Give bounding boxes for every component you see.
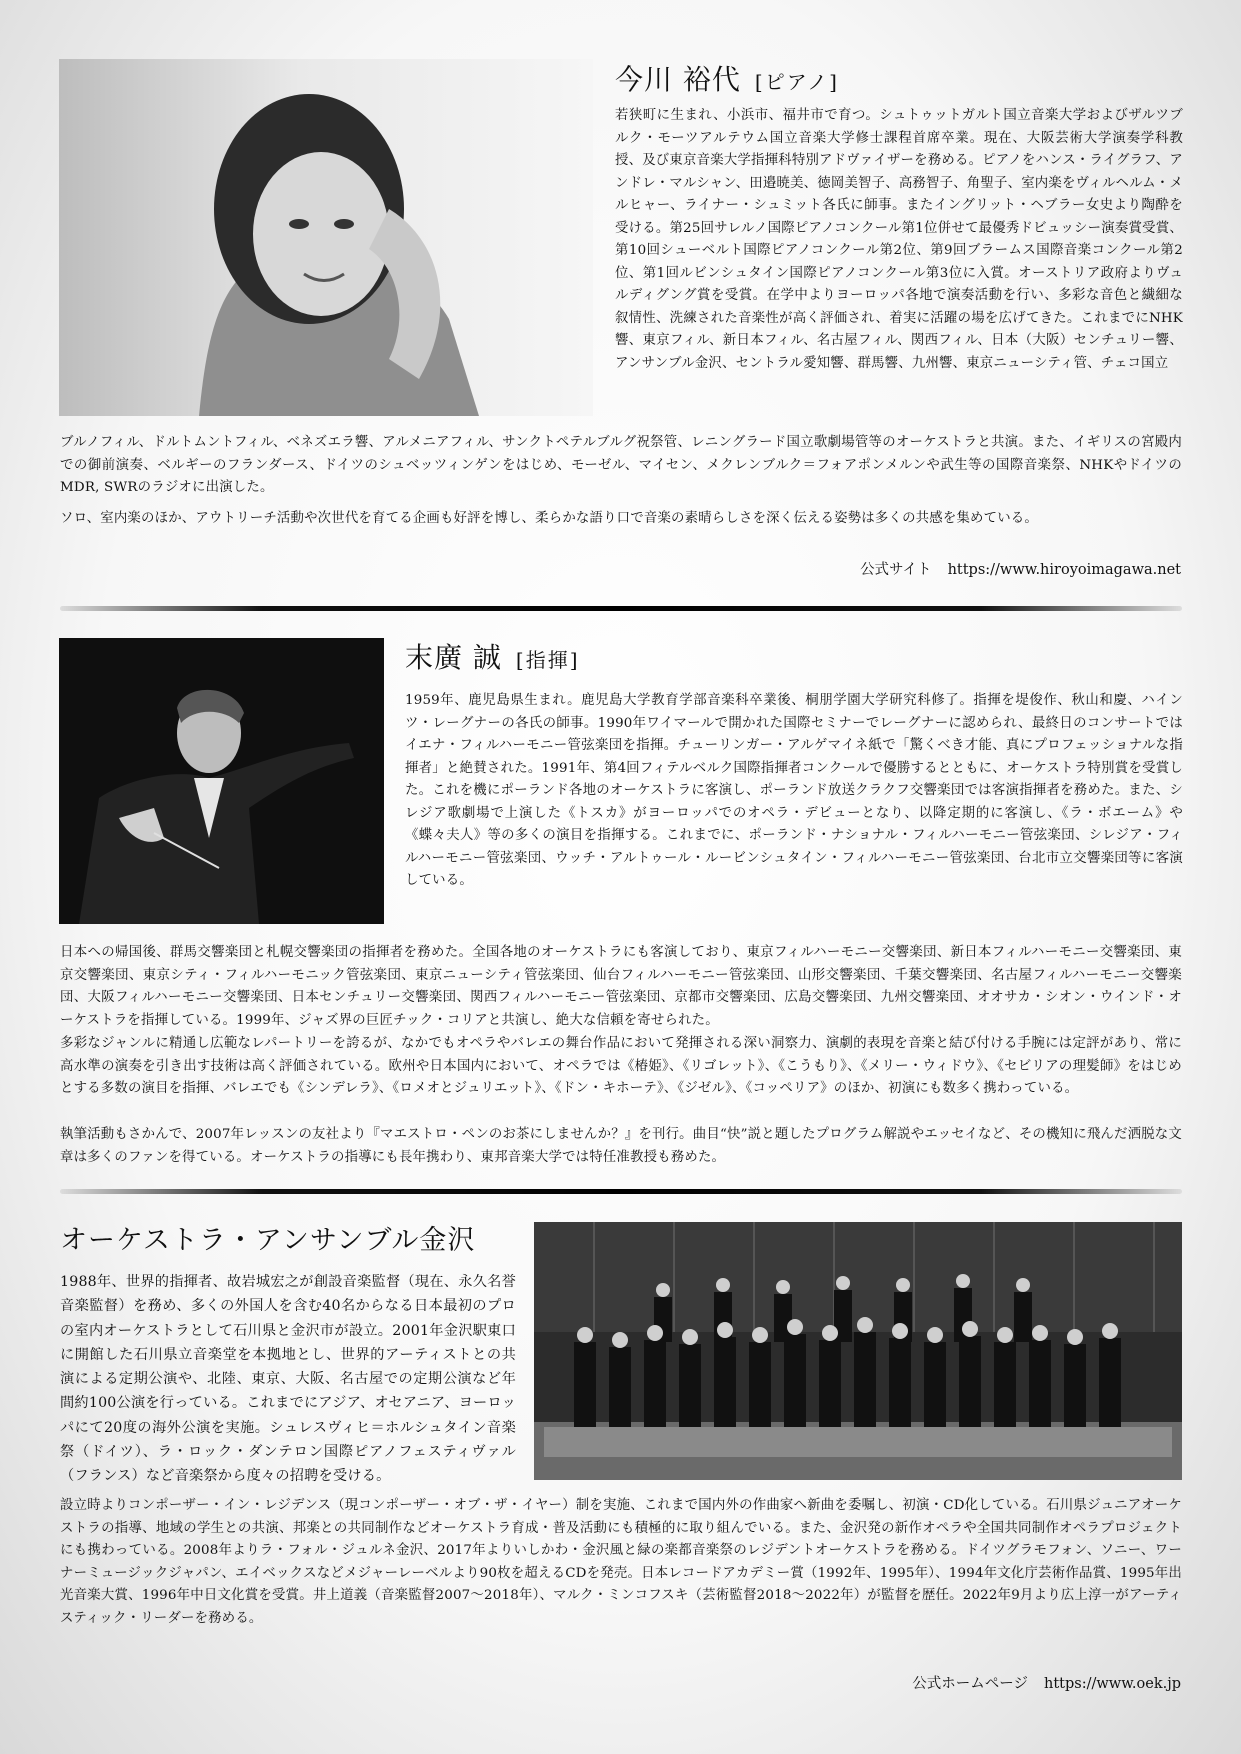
conductor-name-line xyxy=(405,636,580,676)
pianist-bio-last: ソロ、室内楽のほか、アウトリーチ活動や次世代を育てる企画も好評を博し、柔らかな語り口で音楽の素晴らしさを深く伝える姿勢は多くの共感を集めている。 xyxy=(60,511,1038,526)
pianist-bio-full: ブルノフィル、ドルトムントフィル、ベネズエラ響、アルメニアフィル、サンクトペテルブルグ祝祭管、レニングラード国立歌劇場管等のオーケストラと共演。また、イギリスの宮殿内での御前演奏、ベルギーのフランダース、ドイツのシュベッツィンゲンをはじめ、モーゼル、マイセン、メクレンブルク＝フォアポンメルンや武生等の国際音楽祭、NHKやドイツのMDR, SWRのラジオに出演した。 xyxy=(60,435,1182,495)
pianist-photo xyxy=(59,59,593,416)
orchestra-photo xyxy=(534,1222,1182,1480)
conductor-role: [指揮] xyxy=(515,648,580,672)
orchestra-site-label: 公式ホームページ xyxy=(912,1676,1029,1692)
orchestra-website xyxy=(912,1672,1181,1693)
section-divider-1 xyxy=(60,606,1182,611)
pianist-role: [ピアノ] xyxy=(754,70,839,94)
pianist-site-label: 公式サイト xyxy=(860,562,932,578)
section-divider-2 xyxy=(60,1189,1182,1194)
pianist-name: 今川 裕代 xyxy=(615,63,741,96)
orchestra-bio-full: 設立時よりコンポーザー・イン・レジデンス（現コンポーザー・オブ・ザ・イヤー）制を実施、これまで国内外の作曲家へ新曲を委嘱し、初演・CD化している。石川県ジュニアオーケストラの指導、地域の学生との共演、邦楽との共同制作などオーケストラ育成・普及活動にも積極的に取り組んでいる。また、金沢発の新作オペラや全国共同制作オペラプロジェクトにも携わっている。2008年よりラ・フォル・ジュルネ金沢、2017年よりいしかわ・金沢風と緑の楽都音楽祭のレジデントオーケストラを務める。ドイツグラモフォン、ソニー、ワーナーミュージックジャパン、エイベックスなどメジャーレーベルより90枚を超えるCDを発売。日本レコードアカデミー賞（1992年、1995年）、1994年文化庁芸術作品賞、1995年出光音楽大賞、1996年中日文化賞を受賞。井上道義（音楽監督2007～2018年）、マルク・ミンコフスキ（芸術監督2018～2022年）が監督を歴任。2022年9月より広上淳一がアーティスティック・リーダーを務める。 xyxy=(60,1498,1182,1626)
pianist-bio-right: 若狭町に生まれ、小浜市、福井市で育つ。シュトゥットガルト国立音楽大学およびザルツブルク・モーツアルテウム国立音楽大学修士課程首席卒業。現在、大阪芸術大学演奏学科教授、及び東京音楽大学指揮科特別アドヴァイザーを務める。ピアノをハンス・ライグラフ、アンドレ・マルシャン、田邉暁美、徳岡美智子、高務智子、角聖子、室内楽をヴィルヘルム・メルヒャー、ライナー・シュミット各氏に師事。またイングリット・ヘブラー女史より陶酔を受ける。第25回サレルノ国際ピアノコンクール第1位併せて最優秀ドビュッシー演奏賞受賞、第10回シューベルト国際ピアノコンクール第2位、第9回ブラームス国際音楽コンクール第2位、第1回ルビンシュタイン国際ピアノコンクール第3位に入賞。オーストリア政府よりヴュルディグング賞を受賞。在学中よりヨーロッパ各地で演奏活動を行い、多彩な音色と繊細な叙情性、洗練された音楽性が高く評価され、着実に活躍の場を広げてきた。これまでにNHK響、東京フィル、新日本フィル、名古屋フィル、関西フィル、日本（大阪）センチュリー響、アンサンブル金沢、セントラル愛知響、群馬響、九州響、東京ニューシティ管、チェコ国立 xyxy=(615,108,1183,371)
pianist-site-url[interactable]: https://www.hiroyoimagawa.net xyxy=(947,562,1181,578)
conductor-name: 末廣 誠 xyxy=(405,641,502,674)
pianist-website xyxy=(860,558,1181,579)
conductor-bio-right: 1959年、鹿児島県生まれ。鹿児島大学教育学部音楽科卒業後、桐朋学園大学研究科修了。指揮を堤俊作、秋山和慶、ハインツ・レーグナーの各氏の師事。1990年ワイマールで開かれた国際セミナーでレーグナーに認められ、最終日のコンサートではイエナ・フィルハーモニー管弦楽団を指揮。チューリンガー・アルゲマイネ紙で「驚くべき才能、真にプロフェッショナルな指揮者」と絶賛された。1991年、第4回フィテルベルク国際指揮者コンクールで優勝するとともに、オーケストラ特別賞を受賞した。これを機にポーランド各地のオーケストラに客演し、ポーランド放送クラクフ交響楽団では客演指揮者を務めた。また、シレジア歌劇場で上演した《トスカ》がヨーロッパでのオペラ・デビューとなり、以降定期的に客演し、《ラ・ボエーム》や《蝶々夫人》等の多くの演目を指揮する。これまでに、ポーランド・ナショナル・フィルハーモニー管弦楽団、シレジア・フィルハーモニー管弦楽団、ウッチ・アルトゥール・ルービンシュタイン・フィルハーモニー管弦楽団、台北市立交響楽団等に客演している。 xyxy=(405,693,1183,888)
conductor-bio-full: 日本への帰国後、群馬交響楽団と札幌交響楽団の指揮者を務めた。全国各地のオーケストラにも客演しており、東京フィルハーモニー交響楽団、新日本フィルハーモニー交響楽団、東京交響楽団、東京シティ・フィルハーモニック管弦楽団、東京ニューシティ管弦楽団、仙台フィルハーモニー管弦楽団、山形交響楽団、千葉交響楽団、名古屋フィルハーモニー交響楽団、大阪フィルハーモニー交響楽団、日本センチュリー交響楽団、関西フィルハーモニー管弦楽団、京都市交響楽団、広島交響楽団、九州交響楽団、オオサカ・シオン・ウインド・オーケストラを指揮している。1999年、ジャズ界の巨匠チック・コリアと共演し、絶大な信頼を寄せられた。 xyxy=(60,945,1182,1028)
orchestra-site-url[interactable]: https://www.oek.jp xyxy=(1044,1676,1181,1692)
orchestra-bio-left: 1988年、世界的指揮者、故岩城宏之が創設音楽監督（現在、永久名誉音楽監督）を務め、多くの外国人を含む40名からなる日本最初のプロの室内オーケストラとして石川県と金沢市が設立。2001年金沢駅東口に開館した石川県立音楽堂を本拠地とし、世界的アーティストとの共演による定期公演や、北陸、東京、大阪、名古屋での定期公演など年間約100公演を行っている。これまでにアジア、オセアニア、ヨーロッパにて20度の海外公演を実施。シュレスヴィヒ＝ホルシュタイン音楽祭（ドイツ）、ラ・ロック・ダンテロン国際ピアノフェスティヴァル（フランス）など音楽祭から度々の招聘を受ける。 xyxy=(60,1274,516,1485)
pianist-name-line xyxy=(615,58,839,98)
orchestra-name: オーケストラ・アンサンブル金沢 xyxy=(60,1225,476,1256)
conductor-photo xyxy=(59,638,384,924)
conductor-bio-full3: 執筆活動もさかんで、2007年レッスンの友社より『マエストロ・ペンのお茶にしませんか？』を刊行。曲目“快”説と題したプログラム解説やエッセイなど、その機知に飛んだ洒脱な文章は多くのファンを得ている。オーケストラの指導にも長年携わり、東邦音楽大学では特任准教授も務めた。 xyxy=(60,1127,1182,1165)
conductor-bio-full2: 多彩なジャンルに精通し広範なレパートリーを誇るが、なかでもオペラやバレエの舞台作品において発揮される深い洞察力、演劇的表現を音楽と結び付ける手腕には定評があり、常に高水準の演奏を引き出す技術は高く評価されている。欧州や日本国内において、オペラでは《椿姫》、《リゴレット》、《こうもり》、《メリー・ウィドウ》、《セビリアの理髪師》をはじめとする多数の演目を指揮、バレエでも《シンデレラ》、《ロメオとジュリエット》、《ドン・キホーテ》、《ジゼル》、《コッペリア》のほか、初演にも数多く携わっている。 xyxy=(60,1036,1182,1096)
